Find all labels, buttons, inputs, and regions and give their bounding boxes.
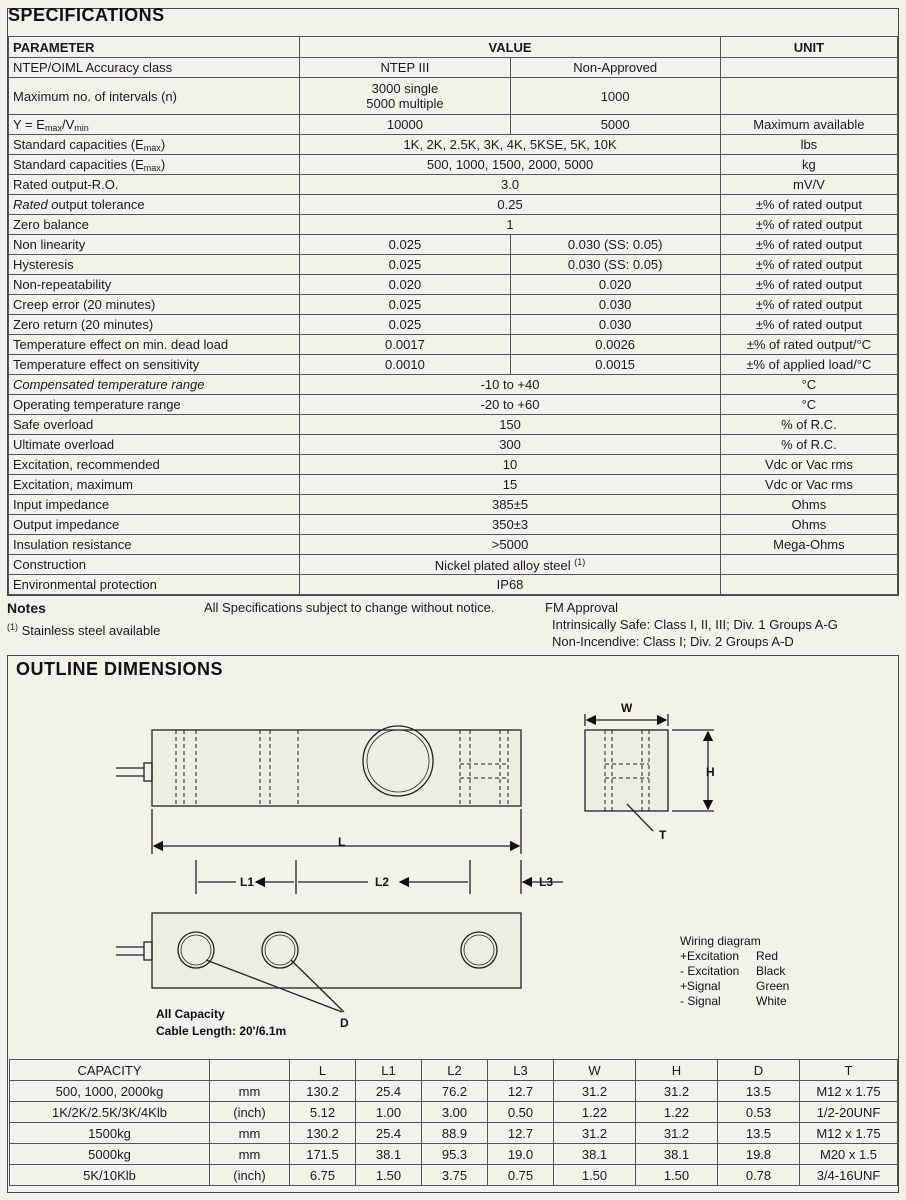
- dim-cell: 1.22: [636, 1102, 718, 1123]
- spec-row: [9, 115, 898, 135]
- dim-label-l2: L2: [375, 875, 390, 889]
- dim-cell: 130.2: [290, 1123, 356, 1144]
- dim-row: [10, 1165, 898, 1186]
- dim-cell: 3/4-16UNF: [800, 1165, 898, 1186]
- param-subscript: min: [74, 122, 89, 133]
- dim-header-cell: [210, 1060, 290, 1081]
- spec-value: -20 to +60: [300, 395, 720, 415]
- dim-cell: 76.2: [422, 1081, 488, 1102]
- spec-row: [9, 215, 898, 235]
- dim-cell: (inch): [210, 1102, 290, 1123]
- dim-row: [10, 1081, 898, 1102]
- dim-label-l: L: [338, 835, 346, 849]
- outline-dimensions-title: OUTLINE DIMENSIONS: [16, 659, 224, 679]
- load-cell-top-view: [152, 730, 521, 806]
- dim-header-row: [10, 1060, 898, 1081]
- spec-unit: ±% of rated output: [720, 195, 897, 215]
- spec-param: Temperature effect on min. dead load: [9, 335, 300, 355]
- dim-cell: 13.5: [718, 1123, 800, 1144]
- dim-label-l1: L1: [240, 875, 255, 889]
- dimensions-table: [9, 1059, 898, 1186]
- dim-cell: 6.75: [290, 1165, 356, 1186]
- spec-header-row: [9, 37, 898, 58]
- dim-cell: (inch): [210, 1165, 290, 1186]
- spec-unit: ±% of rated output/°C: [720, 335, 897, 355]
- spec-value-non-approved: 0.030 (SS: 0.05): [510, 235, 720, 255]
- spec-unit: Ohms: [720, 515, 897, 535]
- dim-cell: 171.5: [290, 1144, 356, 1165]
- spec-row: [9, 135, 898, 155]
- spec-value: 10: [300, 455, 720, 475]
- spec-value: -10 to +40: [300, 375, 720, 395]
- spec-row: [9, 555, 898, 575]
- param-text: Rated o: [13, 197, 59, 212]
- dim-header-cell: L2: [422, 1060, 488, 1081]
- footnote-marker: (1): [574, 556, 586, 567]
- dim-cell: mm: [210, 1081, 290, 1102]
- spec-unit: [720, 575, 897, 595]
- notes-section: [7, 600, 899, 652]
- dim-header-cell: T: [800, 1060, 898, 1081]
- spec-row: [9, 58, 898, 78]
- dim-label-t: T: [659, 828, 667, 842]
- dim-cell: 25.4: [356, 1081, 422, 1102]
- dim-cell: 38.1: [636, 1144, 718, 1165]
- wiring-color: Red: [756, 949, 779, 963]
- spec-param: Excitation, maximum: [9, 475, 300, 495]
- spec-param: Ultimate overload: [9, 435, 300, 455]
- spec-row: [9, 78, 898, 115]
- dim-label-w: W: [621, 701, 633, 715]
- spec-value-ntep: 0.0017: [300, 335, 510, 355]
- spec-value-non-approved: 5000: [510, 115, 720, 135]
- spec-param: Operating temperature range: [9, 395, 300, 415]
- dim-row: [10, 1123, 898, 1144]
- spec-param: Environmental protection: [9, 575, 300, 595]
- dim-cell: 1.00: [356, 1102, 422, 1123]
- parameter-header: PARAMETER: [9, 37, 300, 58]
- wiring-signal: - Excitation: [680, 964, 740, 978]
- spec-value: IP68: [300, 575, 720, 595]
- param-subscript: max: [143, 162, 161, 173]
- spec-unit: kg: [720, 155, 897, 175]
- spec-unit: % of R.C.: [720, 415, 897, 435]
- spec-param: NTEP/OIML Accuracy class: [9, 58, 300, 78]
- dim-cell: M12 x 1.75: [800, 1123, 898, 1144]
- specifications-table: [8, 36, 898, 595]
- spec-value-non-approved: 0.020: [510, 275, 720, 295]
- spec-unit: Vdc or Vac rms: [720, 455, 897, 475]
- spec-row: [9, 575, 898, 595]
- spec-value-ntep: 0.025: [300, 255, 510, 275]
- spec-row: [9, 535, 898, 555]
- spec-value: 385±5: [300, 495, 720, 515]
- spec-row: [9, 335, 898, 355]
- dim-header-cell: D: [718, 1060, 800, 1081]
- spec-value: 150: [300, 415, 720, 435]
- spec-value-text: Nickel plated alloy steel: [434, 557, 571, 573]
- dim-cell: 500, 1000, 2000kg: [10, 1081, 210, 1102]
- dim-cell: M20 x 1.5: [800, 1144, 898, 1165]
- dim-label-h: H: [706, 765, 715, 779]
- wiring-diagram: [680, 934, 789, 1008]
- param-text: ): [160, 156, 166, 172]
- dim-cell: 0.53: [718, 1102, 800, 1123]
- spec-param: Creep error (20 minutes): [9, 295, 300, 315]
- spec-value: 1K, 2K, 2.5K, 3K, 4K, 5KSE, 5K, 10K: [300, 135, 720, 155]
- spec-value-non-approved: 1000: [510, 78, 720, 115]
- spec-row: [9, 415, 898, 435]
- dim-cell: 19.0: [488, 1144, 554, 1165]
- spec-param: Insulation resistance: [9, 535, 300, 555]
- spec-value: [300, 555, 720, 575]
- spec-unit: [720, 58, 897, 78]
- spec-value-ntep: [300, 78, 510, 115]
- spec-row: [9, 175, 898, 195]
- spec-value: 1: [300, 215, 720, 235]
- dim-cell: 1.50: [636, 1165, 718, 1186]
- dim-label-d: D: [340, 1016, 349, 1030]
- dim-cell: 0.75: [488, 1165, 554, 1186]
- dim-header-cell: L: [290, 1060, 356, 1081]
- spec-param: Non-repeatability: [9, 275, 300, 295]
- dim-cell: 0.50: [488, 1102, 554, 1123]
- spec-value: 300: [300, 435, 720, 455]
- dim-cell: 12.7: [488, 1123, 554, 1144]
- spec-param: Zero balance: [9, 215, 300, 235]
- dim-cell: 5K/10Klb: [10, 1165, 210, 1186]
- spec-unit: ±% of rated output: [720, 215, 897, 235]
- spec-value: >5000: [300, 535, 720, 555]
- spec-param: Hysteresis: [9, 255, 300, 275]
- spec-row: [9, 455, 898, 475]
- dim-cell: 130.2: [290, 1081, 356, 1102]
- wiring-signal: +Signal: [680, 979, 721, 993]
- spec-unit: ±% of rated output: [720, 235, 897, 255]
- fm-approval-line: Non-Incendive: Class I; Div. 2 Groups A-D: [552, 634, 794, 649]
- dim-cell: 13.5: [718, 1081, 800, 1102]
- wiring-color: Green: [756, 979, 790, 993]
- dim-cell: M12 x 1.75: [800, 1081, 898, 1102]
- outline-drawing: [8, 684, 898, 1059]
- param-text: Standard capacities (E: [13, 136, 144, 152]
- spec-row: [9, 315, 898, 335]
- spec-param: [9, 155, 300, 175]
- unit-header: UNIT: [720, 37, 897, 58]
- value-header: VALUE: [300, 37, 720, 58]
- spec-row: [9, 395, 898, 415]
- spec-param: Input impedance: [9, 495, 300, 515]
- dim-cell: 3.00: [422, 1102, 488, 1123]
- spec-unit: ±% of rated output: [720, 255, 897, 275]
- spec-unit: mV/V: [720, 175, 897, 195]
- param-text: Y = E: [13, 116, 45, 132]
- param-text: ): [160, 136, 166, 152]
- spec-value: 500, 1000, 1500, 2000, 5000: [300, 155, 720, 175]
- spec-value-ntep: 10000: [300, 115, 510, 135]
- spec-param: Excitation, recommended: [9, 455, 300, 475]
- spec-value-ntep: 0.020: [300, 275, 510, 295]
- spec-row: [9, 295, 898, 315]
- spec-param: [9, 195, 300, 215]
- spec-unit: [720, 555, 897, 575]
- spec-value: 350±3: [300, 515, 720, 535]
- notes-item: [7, 622, 160, 638]
- spec-value-ntep: NTEP III: [300, 58, 510, 78]
- spec-unit: ±% of rated output: [720, 315, 897, 335]
- spec-unit: [720, 78, 897, 115]
- disclaimer: All Specifications subject to change without notice.: [204, 600, 495, 615]
- spec-value-non-approved: 0.030 (SS: 0.05): [510, 255, 720, 275]
- spec-value-ntep: 0.0010: [300, 355, 510, 375]
- outline-dimensions-section: [7, 655, 899, 1193]
- spec-unit: Ohms: [720, 495, 897, 515]
- spec-row: [9, 355, 898, 375]
- dim-cell: 1500kg: [10, 1123, 210, 1144]
- dim-cell: 1/2-20UNF: [800, 1102, 898, 1123]
- fm-approval-title: FM Approval: [545, 600, 618, 615]
- spec-param: Temperature effect on sensitivity: [9, 355, 300, 375]
- dim-cell: 1K/2K/2.5K/3K/4Klb: [10, 1102, 210, 1123]
- spec-unit: Mega-Ohms: [720, 535, 897, 555]
- spec-value-line: 5000 multiple: [366, 96, 444, 111]
- spec-value-ntep: 0.025: [300, 235, 510, 255]
- spec-row: [9, 235, 898, 255]
- spec-unit: Maximum available: [720, 115, 897, 135]
- dim-cell: 38.1: [554, 1144, 636, 1165]
- dim-cell: 31.2: [554, 1081, 636, 1102]
- specifications-title: SPECIFICATIONS: [8, 5, 165, 25]
- dim-cell: 31.2: [636, 1123, 718, 1144]
- spec-param: Rated output-R.O.: [9, 175, 300, 195]
- spec-row: [9, 195, 898, 215]
- spec-value: 0.25: [300, 195, 720, 215]
- spec-param: Compensated temperature range: [9, 375, 300, 395]
- spec-value-non-approved: 0.0015: [510, 355, 720, 375]
- dim-label-l3: L3: [539, 875, 554, 889]
- dim-row: [10, 1102, 898, 1123]
- dim-cell: 1.50: [356, 1165, 422, 1186]
- footnote-marker: (1): [7, 622, 18, 632]
- spec-value-ntep: 0.025: [300, 315, 510, 335]
- spec-unit: ±% of rated output: [720, 295, 897, 315]
- dim-header-cell: H: [636, 1060, 718, 1081]
- spec-value-non-approved: Non-Approved: [510, 58, 720, 78]
- spec-row: [9, 475, 898, 495]
- fm-approval-line: Intrinsically Safe: Class I, II, III; Div. 1 Groups A-G: [552, 617, 838, 632]
- wiring-signal: - Signal: [680, 994, 721, 1008]
- spec-unit: °C: [720, 395, 897, 415]
- spec-unit: % of R.C.: [720, 435, 897, 455]
- param-text: Standard capacities (E: [13, 156, 144, 172]
- spec-param: Non linearity: [9, 235, 300, 255]
- dim-cell: 12.7: [488, 1081, 554, 1102]
- spec-unit: Vdc or Vac rms: [720, 475, 897, 495]
- dim-cell: 25.4: [356, 1123, 422, 1144]
- notes-item-text: Stainless steel available: [21, 623, 161, 638]
- spec-unit: lbs: [720, 135, 897, 155]
- dim-cell: 38.1: [356, 1144, 422, 1165]
- spec-row: [9, 275, 898, 295]
- dim-cell: 88.9: [422, 1123, 488, 1144]
- notes-heading: Notes: [7, 600, 46, 616]
- dim-cell: 3.75: [422, 1165, 488, 1186]
- spec-row: [9, 435, 898, 455]
- dim-header-cell: L3: [488, 1060, 554, 1081]
- spec-row: [9, 515, 898, 535]
- spec-param: Zero return (20 minutes): [9, 315, 300, 335]
- cable-gland: [144, 763, 152, 781]
- dim-cell: 95.3: [422, 1144, 488, 1165]
- capacity-note: All Capacity: [156, 1007, 225, 1021]
- spec-row: [9, 255, 898, 275]
- spec-param: Construction: [9, 555, 300, 575]
- spec-value-non-approved: 0.0026: [510, 335, 720, 355]
- cable: [116, 768, 144, 776]
- spec-value-line: 3000 single: [371, 81, 439, 96]
- dim-cell: 19.8: [718, 1144, 800, 1165]
- spec-row: [9, 375, 898, 395]
- spec-value-ntep: 0.025: [300, 295, 510, 315]
- dim-cell: mm: [210, 1123, 290, 1144]
- dim-cell: 5000kg: [10, 1144, 210, 1165]
- spec-param: [9, 135, 300, 155]
- dim-cell: mm: [210, 1144, 290, 1165]
- param-text: utput tolerance: [58, 197, 145, 212]
- param-subscript: max: [143, 142, 161, 153]
- dim-cell: 0.78: [718, 1165, 800, 1186]
- spec-param: Safe overload: [9, 415, 300, 435]
- load-cell-side-view: [152, 913, 521, 988]
- dim-cell: 1.50: [554, 1165, 636, 1186]
- spec-param: Maximum no. of intervals (n): [9, 78, 300, 115]
- spec-unit: ±% of applied load/°C: [720, 355, 897, 375]
- wiring-color: Black: [756, 964, 786, 978]
- dim-cell: 31.2: [554, 1123, 636, 1144]
- wiring-title: Wiring diagram: [680, 934, 761, 948]
- spec-param: [9, 115, 300, 135]
- spec-row: [9, 495, 898, 515]
- dim-cell: 5.12: [290, 1102, 356, 1123]
- spec-value: 3.0: [300, 175, 720, 195]
- spec-param: Output impedance: [9, 515, 300, 535]
- dim-header-cell: W: [554, 1060, 636, 1081]
- spec-row: [9, 155, 898, 175]
- param-text: /V: [61, 116, 75, 132]
- spec-unit: ±% of rated output: [720, 275, 897, 295]
- spec-value-non-approved: 0.030: [510, 295, 720, 315]
- dim-header-cell: CAPACITY: [10, 1060, 210, 1081]
- spec-value-non-approved: 0.030: [510, 315, 720, 335]
- dim-cell: 31.2: [636, 1081, 718, 1102]
- load-cell-end-view: [585, 730, 668, 811]
- wiring-color: White: [756, 994, 787, 1008]
- spec-value: 15: [300, 475, 720, 495]
- wiring-signal: +Excitation: [680, 949, 740, 963]
- dim-cell: 1.22: [554, 1102, 636, 1123]
- dim-row: [10, 1144, 898, 1165]
- dim-header-cell: L1: [356, 1060, 422, 1081]
- cable-length-note: Cable Length: 20'/6.1m: [156, 1024, 287, 1038]
- param-subscript: max: [44, 122, 62, 133]
- spec-unit: °C: [720, 375, 897, 395]
